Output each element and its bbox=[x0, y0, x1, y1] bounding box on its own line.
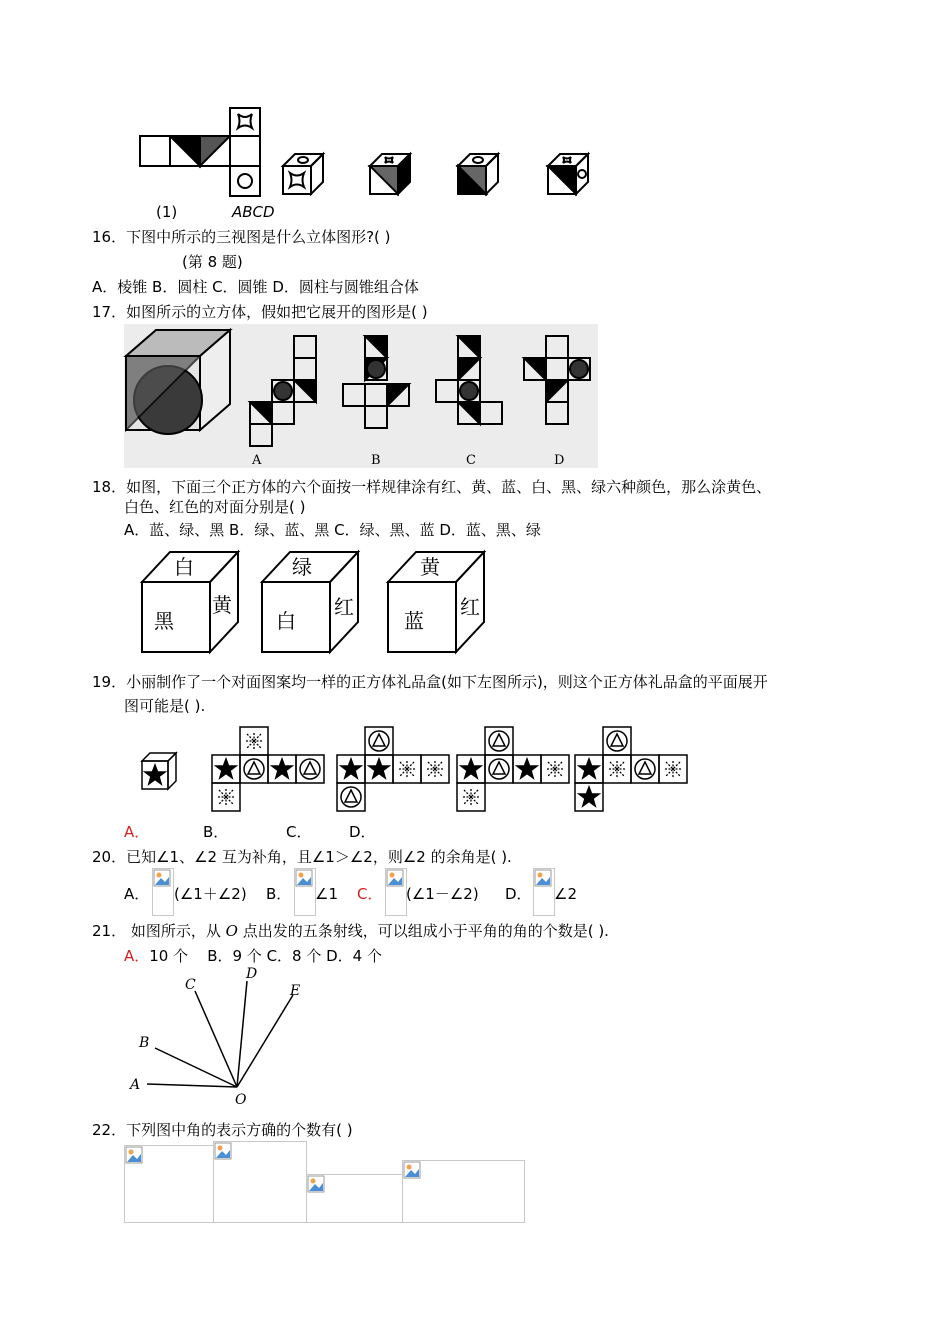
cube-1-front-label: 黑 bbox=[154, 609, 174, 633]
cube-3-top-label: 黄 bbox=[420, 555, 440, 579]
cube-net-figure-15 bbox=[138, 106, 608, 201]
question-20-option-d-label: D． bbox=[505, 885, 532, 903]
question-16-note: (第 8 题) bbox=[182, 253, 243, 271]
ray-label-c: C bbox=[185, 977, 196, 993]
ray-label-d: D bbox=[246, 966, 258, 982]
question-17-stem: 17．如图所示的立方体，假如把它展开的图形是( ) bbox=[92, 303, 428, 321]
question-18-stem-line-1: 18．如图，下面三个正方体的六个面按一样规律涂有红、黄、蓝、白、黑、绿六种颜色，那么涂黄色、 bbox=[92, 478, 772, 496]
angle-image-placeholder-1 bbox=[124, 1145, 214, 1223]
question-21-stem-o: O bbox=[225, 922, 238, 940]
question-20-option-c-label: C． bbox=[357, 885, 383, 903]
question-21-options bbox=[124, 946, 382, 966]
question-20-option-c-text: (∠1－∠2) bbox=[406, 885, 479, 903]
question-16-options: A．棱锥 B．圆柱 C．圆锥 D．圆柱与圆锥组合体 bbox=[92, 278, 419, 296]
broken-image-icon bbox=[153, 869, 171, 887]
broken-image-icon bbox=[534, 869, 552, 887]
question-20-option-a-text: (∠1＋∠2) bbox=[174, 885, 247, 903]
question-18-stem-line-2: 白色、红色的对面分别是( ) bbox=[124, 498, 306, 516]
question-19-option-c: C． bbox=[286, 823, 312, 841]
question-17-figure bbox=[124, 324, 598, 468]
ray-label-e: E bbox=[290, 983, 301, 999]
question-19-net-figures bbox=[140, 725, 688, 815]
question-21-stem-post: 点出发的五条射线，可以组成小于平角的角的个数是( ). bbox=[237, 922, 609, 940]
broken-image-icon bbox=[403, 1161, 421, 1179]
question-17-label-b: B bbox=[371, 453, 381, 468]
question-20-stem: 20．已知∠1、∠2 互为补角，且∠1＞∠2，则∠2 的余角是( ). bbox=[92, 848, 512, 866]
question-21-option-a-value: 10 个 bbox=[149, 947, 189, 965]
ray-origin-label: O bbox=[235, 1092, 247, 1108]
cube-3-side-label: 红 bbox=[460, 595, 480, 619]
question-19-stem-line-1: 19．小丽制作了一个对面图案均一样的正方体礼品盒(如下左图所示)，则这个正方体礼品盒的平面展开 bbox=[92, 673, 768, 691]
question-19-stem-line-2: 图可能是( ). bbox=[124, 697, 206, 715]
fraction-image-placeholder-d bbox=[533, 868, 555, 916]
question-21-stem bbox=[92, 921, 609, 941]
question-19-option-b: B． bbox=[203, 823, 229, 841]
angle-image-placeholder-4 bbox=[402, 1160, 525, 1223]
cube-1-side-label: 黄 bbox=[212, 593, 232, 617]
ray-label-b: B bbox=[139, 1035, 150, 1051]
question-17-label-a: A bbox=[252, 453, 262, 468]
fraction-image-placeholder-a bbox=[152, 868, 174, 916]
question-21-stem-pre: 21． 如图所示，从 bbox=[92, 922, 226, 940]
cube-2-top-label: 绿 bbox=[292, 555, 312, 579]
question-20-option-b-text: ∠1 bbox=[315, 885, 338, 903]
question-22-stem: 22．下列图中角的表示方确的个数有( ) bbox=[92, 1121, 353, 1139]
broken-image-icon bbox=[386, 869, 404, 887]
broken-image-icon bbox=[295, 869, 313, 887]
question-17-label-d: D bbox=[554, 453, 565, 468]
broken-image-icon bbox=[307, 1175, 325, 1193]
broken-image-icon bbox=[214, 1142, 232, 1160]
question-21-rays-figure bbox=[125, 965, 325, 1108]
question-19-option-d: D． bbox=[349, 823, 376, 841]
question-20-option-d-text: ∠2 bbox=[554, 885, 577, 903]
angle-image-placeholder-2 bbox=[213, 1141, 307, 1223]
question-21-other-options: B．9 个 C．8 个 D．4 个 bbox=[207, 947, 382, 965]
cube-2-side-label: 红 bbox=[334, 595, 354, 619]
fraction-image-placeholder-c bbox=[385, 868, 407, 916]
cube-1-top-label: 白 bbox=[174, 555, 194, 579]
question-20-option-a-label: A． bbox=[124, 885, 150, 903]
question-19-option-a: A． bbox=[124, 823, 150, 841]
broken-image-icon bbox=[125, 1146, 143, 1164]
figure-15-label-2: ABCD bbox=[232, 203, 275, 221]
fraction-image-placeholder-b bbox=[294, 868, 316, 916]
figure-15-label-1: (1) bbox=[156, 203, 178, 221]
question-18-color-cubes bbox=[140, 550, 480, 660]
question-20-option-b-label: B． bbox=[266, 885, 292, 903]
question-17-label-c: C bbox=[466, 453, 476, 468]
ray-label-a: A bbox=[130, 1077, 141, 1093]
question-16-stem: 16．下图中所示的三视图是什么立体图形?( ) bbox=[92, 228, 391, 246]
cube-2-front-label: 白 bbox=[276, 609, 296, 633]
cube-3-front-label: 蓝 bbox=[404, 609, 424, 633]
angle-image-placeholder-3 bbox=[306, 1174, 403, 1223]
question-21-option-a-label: A． bbox=[124, 947, 150, 965]
question-18-options: A．蓝、绿、黑 B．绿、蓝、黑 C．绿、黑、蓝 D．蓝、黑、绿 bbox=[124, 521, 541, 539]
